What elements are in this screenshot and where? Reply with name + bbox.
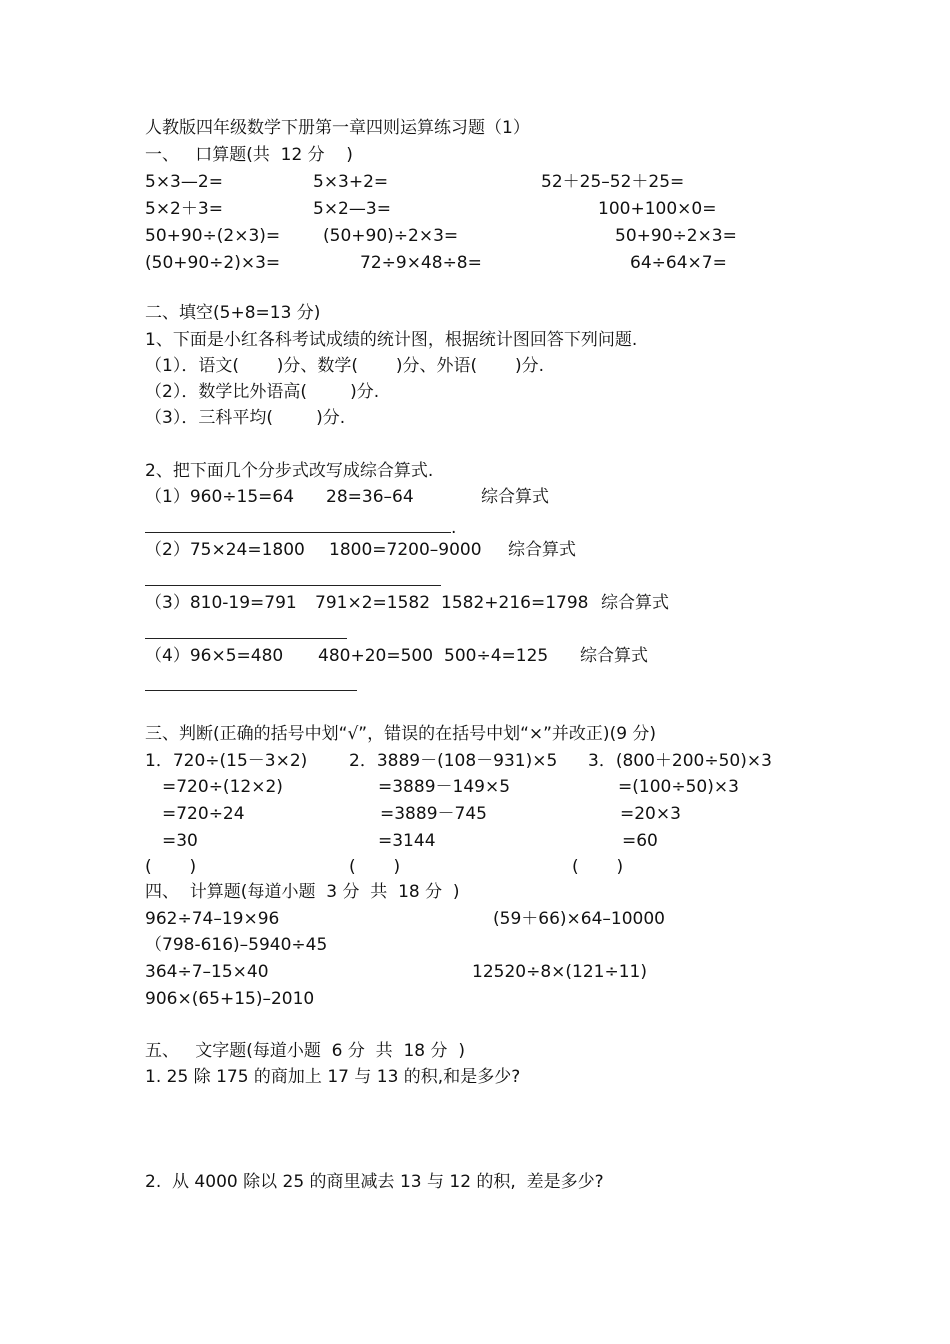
step-expression: （2）75×24=1800: [145, 540, 305, 560]
combined-label: 综合算式: [508, 540, 576, 560]
judge-bracket: ( ): [145, 857, 197, 877]
judge-step: =720÷24: [162, 804, 245, 824]
oral-item: 50+90÷2×3=: [615, 226, 737, 246]
step-expression: （3）810-19=791: [145, 593, 297, 613]
calc-item: 962÷74–19×96: [145, 909, 280, 929]
oral-item: 5×3—2=: [145, 172, 223, 192]
judge-expression: 3．(800＋200÷50)×3: [588, 751, 772, 771]
judge-bracket: ( ): [572, 857, 624, 877]
step-expression: （1）960÷15=64: [145, 487, 295, 507]
fill-subquestion: （3）．三科平均( )分.: [145, 408, 346, 428]
section-5-heading: 五、 文字题(每道小题 6 分 共 18 分 ): [145, 1041, 465, 1061]
fill-question-2: 2、把下面几个分步式改写成综合算式.: [145, 461, 434, 481]
answer-line-end: .: [451, 518, 457, 538]
answer-line: [145, 638, 347, 639]
section-1-heading: 一、 口算题(共 12 分 ): [145, 145, 353, 165]
word-problem-1: 1. 25 除 175 的商加上 17 与 13 的积,和是多少?: [145, 1067, 521, 1087]
oral-item: (50+90÷2)×3=: [145, 253, 281, 273]
step-expression: （4）96×5=480: [145, 646, 284, 666]
step-expression: 1800=7200–9000: [329, 540, 482, 560]
answer-line: [145, 690, 357, 691]
judge-expression: 1．720÷(15－3×2): [145, 751, 308, 771]
calc-item: （798-616)–5940÷45: [145, 935, 328, 955]
judge-step: =3144: [378, 831, 436, 851]
combined-label: 综合算式: [481, 487, 549, 507]
answer-line: [145, 532, 451, 533]
calc-item: 364÷7–15×40: [145, 962, 269, 982]
oral-item: (50+90)÷2×3=: [323, 226, 459, 246]
oral-item: 5×3+2=: [313, 172, 389, 192]
step-expression: 1582+216=1798: [441, 593, 589, 613]
step-expression: 28=36–64: [326, 487, 414, 507]
oral-item: 72÷9×48÷8=: [360, 253, 482, 273]
combined-label: 综合算式: [580, 646, 648, 666]
oral-item: 100+100×0=: [598, 199, 717, 219]
step-expression: 500÷4=125: [444, 646, 549, 666]
word-problem-2: 2. 从 4000 除以 25 的商里减去 13 与 12 的积, 差是多少?: [145, 1172, 604, 1192]
calc-item: 906×(65+15)–2010: [145, 989, 315, 1009]
answer-line: [145, 585, 441, 586]
step-expression: 791×2=1582: [315, 593, 431, 613]
judge-step: =20×3: [620, 804, 681, 824]
calc-item: (59＋66)×64–10000: [493, 909, 665, 929]
combined-label: 综合算式: [601, 593, 669, 613]
calc-item: 12520÷8×(121÷11): [472, 962, 647, 982]
page-title: 人教版四年级数学下册第一章四则运算练习题（1）: [145, 118, 530, 138]
step-expression: 480+20=500: [318, 646, 434, 666]
judge-step: =3889－745: [380, 804, 487, 824]
section-3-heading: 三、判断(正确的括号中划“√”，错误的在括号中划“×”并改正)(9 分): [145, 724, 657, 744]
judge-step: =60: [622, 831, 658, 851]
section-2-heading: 二、填空(5+8=13 分): [145, 303, 321, 323]
fill-subquestion: （1）．语文( )分、数学( )分、外语( )分.: [145, 356, 544, 376]
judge-step: =720÷(12×2): [162, 777, 283, 797]
oral-item: 52＋25–52＋25=: [541, 172, 685, 192]
fill-subquestion: （2）．数学比外语高( )分.: [145, 382, 380, 402]
oral-item: 5×2＋3=: [145, 199, 223, 219]
judge-step: =3889－149×5: [378, 777, 511, 797]
section-4-heading: 四、 计算题(每道小题 3 分 共 18 分 ): [145, 882, 460, 902]
oral-item: 64÷64×7=: [630, 253, 727, 273]
judge-step: =(100÷50)×3: [618, 777, 739, 797]
judge-expression: 2．3889－(108－931)×5: [349, 751, 558, 771]
judge-step: =30: [162, 831, 198, 851]
judge-bracket: ( ): [349, 857, 401, 877]
oral-item: 50+90÷(2×3)=: [145, 226, 281, 246]
oral-item: 5×2—3=: [313, 199, 391, 219]
fill-question-1: 1、下面是小红各科考试成绩的统计图，根据统计图回答下列问题.: [145, 330, 638, 350]
